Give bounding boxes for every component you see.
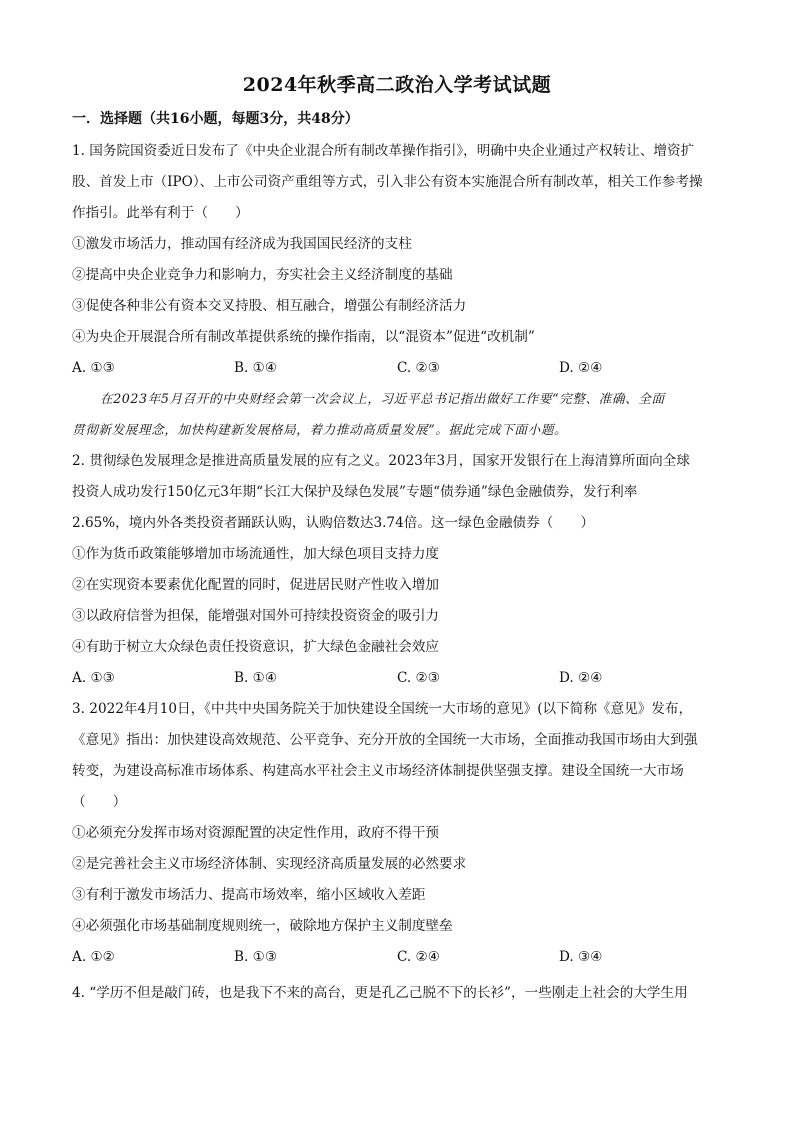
section-heading: 一．选择题（共16小题，每题3分，共48分） (72, 111, 359, 127)
option-c[interactable]: C. ②④ (397, 949, 440, 965)
option-a[interactable]: A. ①② (72, 949, 115, 965)
option-d[interactable]: D. ②④ (559, 670, 603, 686)
question-1-text: 作指引。此举有利于（ ） (72, 205, 249, 221)
question-3-text: 转变，为建设高标准市场体系、构建高水平社会主义市场经济体制提供坚强支撑。建设全国统一大市场 (72, 763, 684, 779)
question-2-statement: ④有助于树立大众绿色责任投资意识，扩大绿色金融社会效应 (72, 639, 440, 655)
question-3-statement: ①必须充分发挥市场对资源配置的决定性作用，政府不得干预 (72, 825, 440, 841)
option-d[interactable]: D. ②④ (559, 360, 603, 376)
material-passage: 贯彻新发展理念，加快构建新发展格局，着力推动高质量发展”。据此完成下面小题。 (72, 422, 568, 437)
question-3-statement: ④必须强化市场基础制度规则统一，破除地方保护主义制度壁垒 (72, 918, 453, 934)
question-2-statement: ②在实现资本要素优化配置的同时，促进居民财产性收入增加 (72, 577, 440, 593)
question-1-statement: ④为央企开展混合所有制改革提供系统的操作指南，以“混资本”促进“改机制” (72, 329, 535, 345)
option-a[interactable]: A. ①③ (72, 360, 115, 376)
question-3-statement: ②是完善社会主义市场经济体制、实现经济高质量发展的必然要求 (72, 856, 467, 872)
question-1-statement: ③促使各种非公有资本交叉持股、相互融合，增强公有制经济活力 (72, 298, 467, 314)
question-1-options (72, 359, 722, 377)
question-1-statement: ②提高中央企业竞争力和影响力，夯实社会主义经济制度的基础 (72, 267, 453, 283)
question-3-options (72, 948, 722, 966)
question-2-text: 2.65%，境内外各类投资者踊跃认购，认购倍数达3.74倍。这一绿色金融债券（ ） (72, 515, 595, 531)
option-c[interactable]: C. ②③ (397, 360, 440, 376)
question-2-text: 2. 贯彻绿色发展理念是推进高质量发展的应有之义。2023年3月，国家开发银行在上海清算所面向全球 (72, 453, 690, 469)
question-3-text: （ ） (72, 794, 127, 810)
question-2-statement: ①作为货币政策能够增加市场流通性，加大绿色项目支持力度 (72, 546, 440, 562)
option-b[interactable]: B. ①③ (234, 949, 278, 965)
question-2-options (72, 669, 722, 687)
option-a[interactable]: A. ①③ (72, 670, 115, 686)
material-passage: 在2023年5月召开的中央财经会第一次会议上，习近平总书记指出做好工作要“完整、准确、全面 (100, 391, 665, 406)
question-3-statement: ③有利于激发市场活力、提高市场效率，缩小区域收入差距 (72, 887, 426, 903)
question-2-statement: ③以政府信誉为担保，能增强对国外可持续投资资金的吸引力 (72, 608, 440, 624)
question-2-text: 投资人成功发行150亿元3年期“长江大保护及绿色发展”专题“债券通”绿色金融债券，发行利率 (72, 484, 638, 500)
question-1-text: 1. 国务院国资委近日发布了《中央企业混合所有制改革操作指引》，明确中央企业通过产权转让、增资扩 (72, 143, 695, 159)
page-title: 2024年秋季高二政治入学考试试题 (242, 74, 552, 96)
question-1-text: 股、首发上市（IPO）、上市公司资产重组等方式，引入非公有资本实施混合所有制改革，相关工作参考操 (72, 174, 703, 190)
option-d[interactable]: D. ③④ (559, 949, 603, 965)
option-b[interactable]: B. ①④ (234, 360, 278, 376)
option-b[interactable]: B. ①④ (234, 670, 278, 686)
question-3-text: 3. 2022年4月10日，《中共中央国务院关于加快建设全国统一大市场的意见》(以下简称《意见》发布， (72, 701, 693, 717)
question-3-text: 《意见》指出：加快建设高效规范、公平竞争、充分开放的全国统一大市场，全面推动我国市场由大到强 (72, 732, 698, 748)
option-c[interactable]: C. ②③ (397, 670, 440, 686)
question-4-text: 4. “学历不但是敲门砖，也是我下不来的高台，更是孔乙己脱不下的长衫”，一些刚走上社会的大学生用 (72, 985, 688, 1001)
question-1-statement: ①激发市场活力，推动国有经济成为我国国民经济的支柱 (72, 236, 412, 252)
